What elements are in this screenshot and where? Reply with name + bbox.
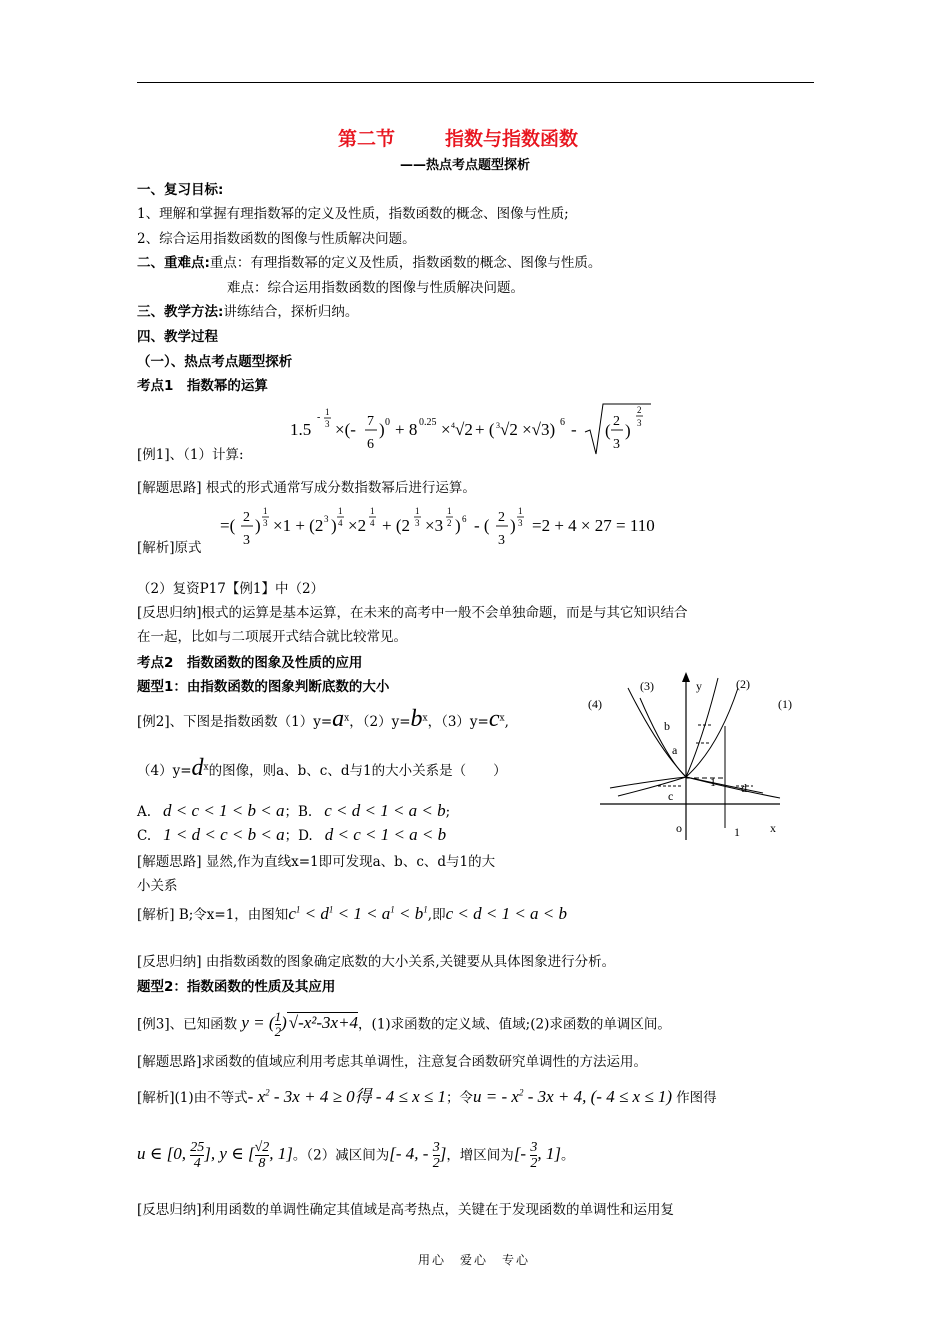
method-line: 三、教学方法:讲练结合，探析归纳。 [137, 304, 359, 320]
solution1-result: =2 + 4 × 27 = 110 [532, 516, 655, 535]
svg-text:√2: √2 [455, 420, 473, 439]
svg-text:1: 1 [447, 506, 452, 516]
page-title: 第二节 指数与指数函数 [338, 128, 579, 150]
svg-text:+ 8: + 8 [395, 420, 418, 439]
svg-text:2: 2 [498, 510, 505, 525]
svg-text:x: x [770, 821, 776, 835]
process-heading: 四、教学过程 [137, 329, 218, 345]
example3-reflect: [反思归纳]利用函数的单调性确定其值域是高考热点，关键在于发现函数的单调性和运用复 [137, 1202, 675, 1218]
svg-text:1: 1 [734, 825, 740, 839]
svg-text:): ) [379, 420, 385, 439]
svg-text:y: y [696, 679, 702, 693]
svg-text:1: 1 [710, 775, 716, 789]
svg-text:- (: - ( [474, 516, 490, 535]
svg-text:): ) [455, 516, 461, 535]
svg-text:3: 3 [415, 518, 420, 528]
svg-text:1: 1 [370, 506, 375, 516]
process-sub1: （一）、热点考点题型探析 [137, 354, 293, 370]
header-rule [137, 82, 814, 83]
svg-text:o: o [676, 821, 682, 835]
type1-heading: 题型1：由指数函数的图象判断底数的大小 [137, 679, 390, 695]
example3-thinking: [解题思路]求函数的值域应利用考虑其单调性，注意复合函数研究单调性的方法运用。 [137, 1054, 648, 1070]
page-footer: 用心 爱心 专心 [418, 1253, 531, 1267]
svg-text:3: 3 [613, 437, 620, 452]
example2-line2: $(4)y=d^x$的图像，则a、b、c、d与1的大小关系是（ ） [137, 755, 507, 781]
example2-thinking-2: 小关系 [137, 878, 178, 894]
svg-text:√2 ×√3): √2 ×√3) [500, 420, 556, 439]
svg-text:×1 + (2: ×1 + (2 [273, 516, 324, 535]
svg-text:×: × [441, 420, 451, 439]
svg-text:a: a [672, 743, 678, 757]
example1-part2: （2）复资P17【例1】中（2） [137, 581, 325, 597]
svg-text:1.5: 1.5 [290, 420, 312, 439]
svg-text:): ) [625, 421, 631, 440]
svg-text:(3): (3) [640, 679, 654, 693]
svg-text:1: 1 [338, 506, 343, 516]
type2-heading: 题型2：指数函数的性质及其应用 [137, 979, 336, 995]
example2-solution: [解析] B;令x=1，由图知$c^1 < d^1 < 1 < a^1 < b^1$,即c < d < 1 < a < b [137, 904, 568, 923]
svg-text:6: 6 [560, 417, 565, 428]
svg-text:=(: =( [220, 516, 236, 535]
kaodian2-heading: 考点2 指数函数的图象及性质的应用 [137, 655, 363, 671]
svg-text:0.25: 0.25 [419, 417, 437, 428]
svg-text:1: 1 [325, 407, 330, 417]
svg-text:3: 3 [496, 421, 500, 430]
example1-label: [例1]、（1）计算: [137, 447, 244, 463]
review-item-1: 1、理解和掌握有理指数幂的定义及性质，指数函数的概念、图像与性质; [137, 206, 569, 222]
svg-text:3: 3 [325, 419, 330, 429]
options-row2: C. 1 < d < c < b < a；D. d < c < 1 < a < b [137, 825, 447, 844]
svg-text:×3: ×3 [425, 516, 444, 535]
svg-text:1: 1 [518, 506, 523, 516]
page-subtitle: ——热点考点题型探析 [400, 158, 531, 173]
review-item-2: 2、综合运用指数函数的图像与性质解决问题。 [137, 231, 416, 247]
exponential-graph [588, 668, 813, 848]
svg-text:): ) [510, 516, 516, 535]
svg-text:3: 3 [518, 518, 523, 528]
svg-text:2: 2 [243, 510, 250, 525]
svg-text:3: 3 [263, 518, 268, 528]
svg-text:+ (2: + (2 [382, 516, 410, 535]
svg-text:3: 3 [243, 533, 250, 548]
svg-text:4: 4 [451, 421, 455, 430]
svg-text:(2): (2) [736, 677, 750, 691]
svg-text:1: 1 [263, 506, 268, 516]
svg-text:-: - [317, 412, 321, 423]
options-row1: A. d < c < 1 < b < a；B. c < d < 1 < a < b; [137, 801, 451, 820]
svg-text:): ) [331, 516, 337, 535]
svg-text:1: 1 [415, 506, 420, 516]
svg-text:×2: ×2 [348, 516, 367, 535]
reflect1-line2: 在一起，比如与二项展开式结合就比较常见。 [137, 629, 407, 645]
reflect1-line1: [反思归纳]根式的运算是基本运算，在未来的高考中一般不会单独命题，而是与其它知识结合 [137, 605, 688, 621]
svg-text:c: c [668, 789, 674, 803]
kaodian1-heading: 考点1 指数幂的运算 [137, 378, 268, 394]
formula-solution1 [210, 500, 670, 555]
example3-solution-2: u ∈ [0, $\frac{25}{4}$ ], y ∈ [ $\frac{√2}{8}$ , 1]。（2）减区间为[- 4, - $\frac{3}{2}$ ]，增区间为[- $\frac{3}{2}$ , 1]。 [137, 1140, 575, 1171]
svg-text:(1): (1) [778, 697, 792, 711]
svg-text:×(-: ×(- [335, 420, 356, 439]
example2-line1: [例2]、下图是指数函数$(1)y=a^x$，$(2)y=b^x$，$(3)y=c^x$, [137, 706, 509, 732]
svg-text:-: - [571, 420, 577, 439]
example3-line: [例3]、已知函数 y = ( $\frac{1}{2}$ ) √-x²-3x+4，(1)求函数的定义域、值域;(2)求函数的单调区间。 [137, 1009, 671, 1039]
svg-text:(4): (4) [588, 697, 602, 711]
svg-text:(: ( [605, 421, 611, 440]
example2-reflect: [反思归纳] 由指数函数的图象确定底数的大小关系,关键要从具体图象进行分析。 [137, 954, 616, 970]
solution1-label: [解析]原式 [137, 540, 202, 556]
review-heading: 一、复习目标: [137, 182, 224, 198]
svg-text:6: 6 [367, 437, 374, 452]
keypoints-line: 二、重难点:重点：有理指数幂的定义及性质，指数函数的概念、图像与性质。 [137, 255, 602, 271]
svg-text:+ (: + ( [475, 420, 495, 439]
svg-text:b: b [664, 719, 670, 733]
svg-text:3: 3 [498, 533, 505, 548]
svg-text:7: 7 [367, 414, 374, 429]
svg-text:3: 3 [324, 514, 329, 524]
formula-example1 [285, 398, 655, 460]
svg-text:0: 0 [385, 417, 390, 428]
svg-text:2: 2 [637, 405, 642, 415]
example2-thinking-1: [解题思路] 显然,作为直线x=1即可发现a、b、c、d与1的大 [137, 854, 496, 870]
svg-text:): ) [255, 516, 261, 535]
svg-text:2: 2 [447, 518, 452, 528]
svg-text:6: 6 [462, 514, 467, 524]
svg-text:d: d [741, 781, 747, 795]
example3-solution-1: [解析](1)由不等式- $x^2 - 3x + 4 \ge 0$得 - 4 ≤ x ≤ 1；令u = - $x^2 - 3x + 4$, (- 4 ≤ x ≤ 1) 作图得 [137, 1087, 717, 1106]
svg-text:2: 2 [613, 414, 620, 429]
svg-text:4: 4 [370, 518, 375, 528]
keypoints-difficulty: 难点：综合运用指数函数的图像与性质解决问题。 [227, 280, 524, 296]
svg-text:3: 3 [637, 418, 642, 428]
example1-thinking: [解题思路] 根式的形式通常写成分数指数幂后进行运算。 [137, 480, 476, 496]
svg-text:4: 4 [338, 518, 343, 528]
